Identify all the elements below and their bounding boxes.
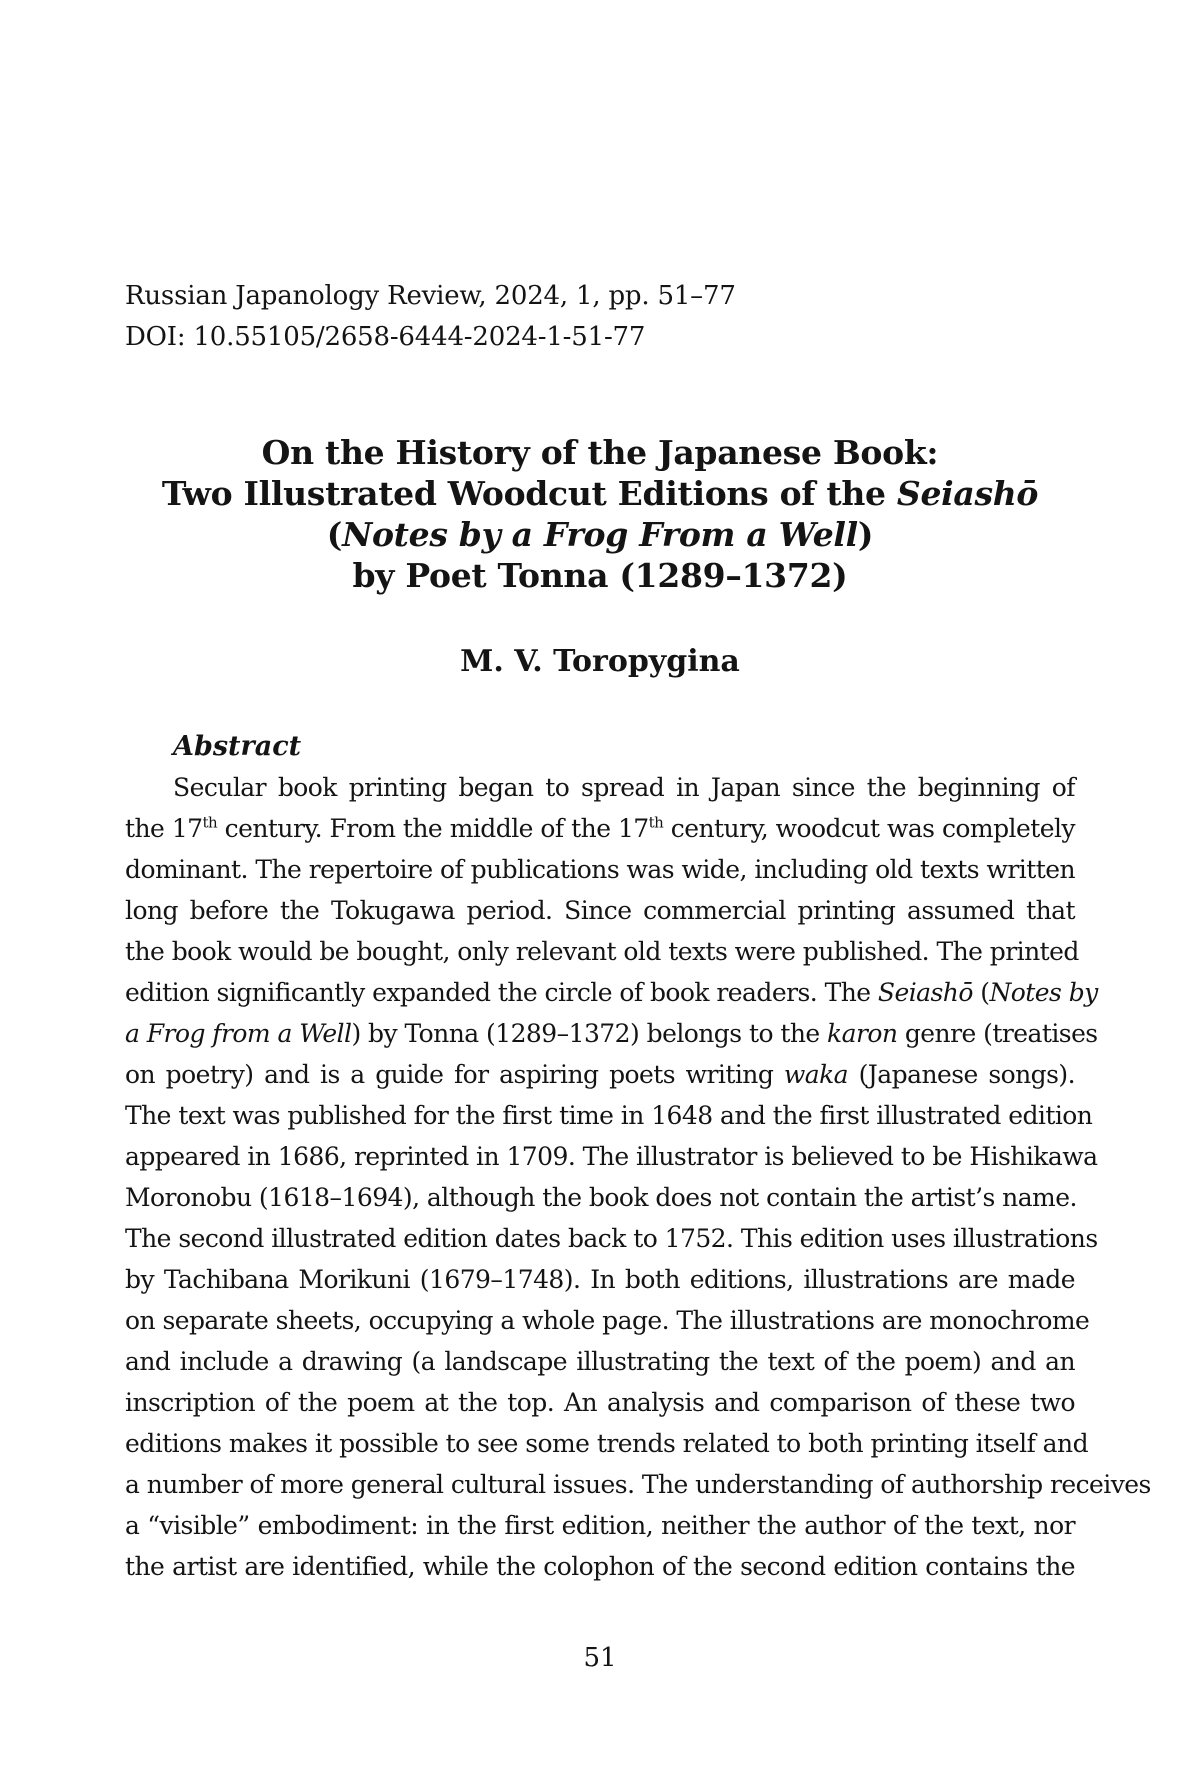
journal-citation: Russian Japanology Review, 2024, 1, pp. 51–77 <box>125 281 736 311</box>
abstract-line <box>125 972 1098 1013</box>
italic-term: a Frog from a Well <box>125 1019 352 1048</box>
abstract-line <box>125 808 1075 849</box>
abstract-line: by Tachibana Morikuni (1679–1748). In both editions, illustrations are made <box>125 1265 1075 1294</box>
title-close-paren: ) <box>857 515 874 554</box>
abstract-text-run: the 17 <box>125 814 203 843</box>
doi: DOI: 10.55105/2658-6444-2024-1-51-77 <box>125 322 646 352</box>
title-line-3 <box>125 514 1075 555</box>
abstract-line: The text was published for the first time in 1648 and the first illustrated edition <box>125 1101 1093 1130</box>
superscript: th <box>202 813 218 832</box>
abstract-line: on separate sheets, occupying a whole page. The illustrations are monochrome <box>125 1306 1090 1335</box>
abstract-line: and include a drawing (a landscape illustrating the text of the poem) and an <box>125 1347 1075 1376</box>
abstract-line: a “visible” embodiment: in the first edition, neither the author of the text, nor <box>125 1511 1075 1540</box>
title-line-1: On the History of the Japanese Book: <box>261 433 939 472</box>
title-line-4: by Poet Tonna (1289–1372) <box>352 556 848 595</box>
abstract-line: Moronobu (1618–1694), although the book does not contain the artist’s name. <box>125 1183 1077 1212</box>
abstract-line <box>125 1054 1075 1095</box>
title-work-name: Seiashō <box>896 474 1039 513</box>
article-title <box>125 432 1075 596</box>
author-name: M. V. Toropygina <box>460 644 740 679</box>
title-line-2 <box>125 473 1075 514</box>
abstract-text-run: ) by Tonna (1289–1372) belongs to the <box>351 1019 828 1048</box>
abstract-text-run: century, woodcut was completely <box>663 814 1075 843</box>
italic-term: karon <box>827 1019 898 1048</box>
title-open-paren: ( <box>326 515 343 554</box>
abstract-text-run: edition significantly expanded the circle of book readers. The <box>125 978 878 1007</box>
italic-term: Notes by <box>989 978 1098 1007</box>
abstract-line: editions makes it possible to see some trends related to both printing itself and <box>125 1429 1089 1458</box>
italic-term: waka <box>783 1060 849 1089</box>
title-work-translation: Notes by a Frog From a Well <box>342 515 858 554</box>
italic-term: Seiashō <box>877 978 973 1007</box>
abstract-line: The second illustrated edition dates back to 1752. This edition uses illustrations <box>125 1224 1098 1253</box>
abstract-text-run: century. From the middle of the 17 <box>217 814 649 843</box>
abstract-line: the artist are identified, while the colophon of the second edition contains the <box>125 1552 1075 1581</box>
abstract-line: a number of more general cultural issues. The understanding of authorship receives <box>125 1470 1151 1499</box>
page-number: 51 <box>583 1643 617 1673</box>
abstract-line: appeared in 1686, reprinted in 1709. The illustrator is believed to be Hishikawa <box>125 1142 1098 1171</box>
abstract-line: Secular book printing began to spread in Japan since the beginning of <box>173 773 1075 802</box>
abstract-line: long before the Tokugawa period. Since commercial printing assumed that <box>125 896 1075 925</box>
abstract-text-run: on poetry) and is a guide for aspiring poets writing <box>125 1060 784 1089</box>
abstract-heading: Abstract <box>173 731 302 762</box>
abstract-line: dominant. The repertoire of publications was wide, including old texts written <box>125 855 1075 884</box>
abstract-text <box>125 767 1151 1587</box>
abstract-line <box>125 1013 1098 1054</box>
abstract-text-run: genre (treatises <box>897 1019 1098 1048</box>
abstract-text-run: (Japanese songs). <box>848 1060 1076 1089</box>
abstract-line: the book would be bought, only relevant old texts were published. The printed <box>125 937 1079 966</box>
journal-metadata <box>125 276 736 358</box>
abstract-text-run: ( <box>972 978 990 1007</box>
title-line-2-text: Two Illustrated Woodcut Editions of the <box>161 474 897 513</box>
superscript: th <box>648 813 664 832</box>
abstract-line: inscription of the poem at the top. An analysis and comparison of these two <box>125 1388 1075 1417</box>
